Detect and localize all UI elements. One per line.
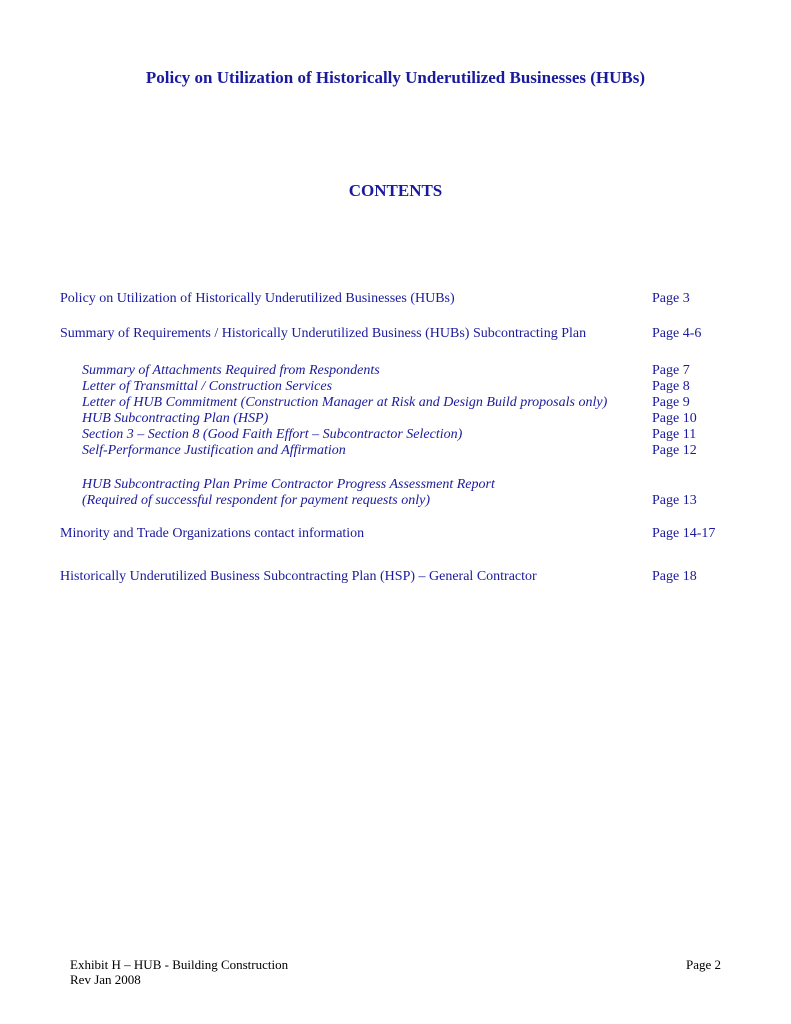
footer-revision: Rev Jan 2008 xyxy=(70,972,141,987)
toc-subentry-page: Page 7 xyxy=(652,363,690,378)
toc-entry-page: Page 3 xyxy=(652,291,690,306)
toc-entry-label: Minority and Trade Organizations contact information xyxy=(60,526,365,541)
toc-subentry-page: Page 12 xyxy=(652,443,697,458)
toc-subentry-good-faith-effort[interactable] xyxy=(60,427,731,443)
toc-entry-summary-of-requirements[interactable] xyxy=(60,326,731,342)
toc-subentry-page: Page 11 xyxy=(652,427,697,442)
toc-subentry-progress-report-line2[interactable] xyxy=(60,493,731,509)
toc-entry-label: Policy on Utilization of Historically Underutilized Businesses (HUBs) xyxy=(60,291,455,306)
contents-heading: CONTENTS xyxy=(348,181,443,200)
toc-entry-hsp-general-contractor[interactable] xyxy=(60,569,731,585)
footer-left xyxy=(70,957,288,987)
footer-exhibit: Exhibit H – HUB - Building Construction xyxy=(70,957,289,972)
toc-subentry-label: (Required of successful respondent for payment requests only) xyxy=(82,493,430,508)
toc-subentry-label: Summary of Attachments Required from Respondents xyxy=(82,363,380,378)
document-title: Policy on Utilization of Historically Underutilized Businesses (HUBs) xyxy=(145,68,646,87)
toc-subentry-label: Section 3 – Section 8 (Good Faith Effort – Subcontractor Selection) xyxy=(82,427,463,442)
toc-entry-page: Page 14-17 xyxy=(652,526,716,541)
toc-subentry-label: HUB Subcontracting Plan (HSP) xyxy=(82,411,269,426)
toc-subentry-page: Page 10 xyxy=(652,411,697,426)
toc-subentry-label: HUB Subcontracting Plan Prime Contractor Progress Assessment Report xyxy=(82,477,495,492)
toc-subentry-summary-of-attachments[interactable] xyxy=(60,363,731,379)
toc-entry-label: Summary of Requirements / Historically Underutilized Business (HUBs) Subcontracting Plan xyxy=(60,326,587,341)
toc-subentry-self-performance[interactable] xyxy=(60,443,731,459)
toc-subentry-label: Self-Performance Justification and Affirmation xyxy=(82,443,346,458)
footer-page-number: Page 2 xyxy=(685,957,721,972)
toc-subentry-page: Page 8 xyxy=(652,379,690,394)
toc-entry-label: Historically Underutilized Business Subcontracting Plan (HSP) – General Contractor xyxy=(60,569,537,584)
toc-subentry-label: Letter of HUB Commitment (Construction Manager at Risk and Design Build proposals only) xyxy=(82,395,608,410)
toc-subentry-page: Page 13 xyxy=(652,493,697,508)
toc-entry-hub-policy[interactable] xyxy=(60,291,731,307)
toc-subentry-progress-report-line1[interactable] xyxy=(60,477,731,493)
toc-subentry-letter-of-transmittal[interactable] xyxy=(60,379,731,395)
toc-entry-page: Page 4-6 xyxy=(652,326,702,341)
toc-subentry-page: Page 9 xyxy=(652,395,690,410)
toc-subentry-letter-of-hub-commitment[interactable] xyxy=(60,395,731,411)
toc-entry-minority-trade-organizations[interactable] xyxy=(60,526,731,542)
toc-subentry-label: Letter of Transmittal / Construction Services xyxy=(82,379,333,394)
toc-entry-page: Page 18 xyxy=(652,569,697,584)
toc-subentry-hub-subcontracting-plan[interactable] xyxy=(60,411,731,427)
